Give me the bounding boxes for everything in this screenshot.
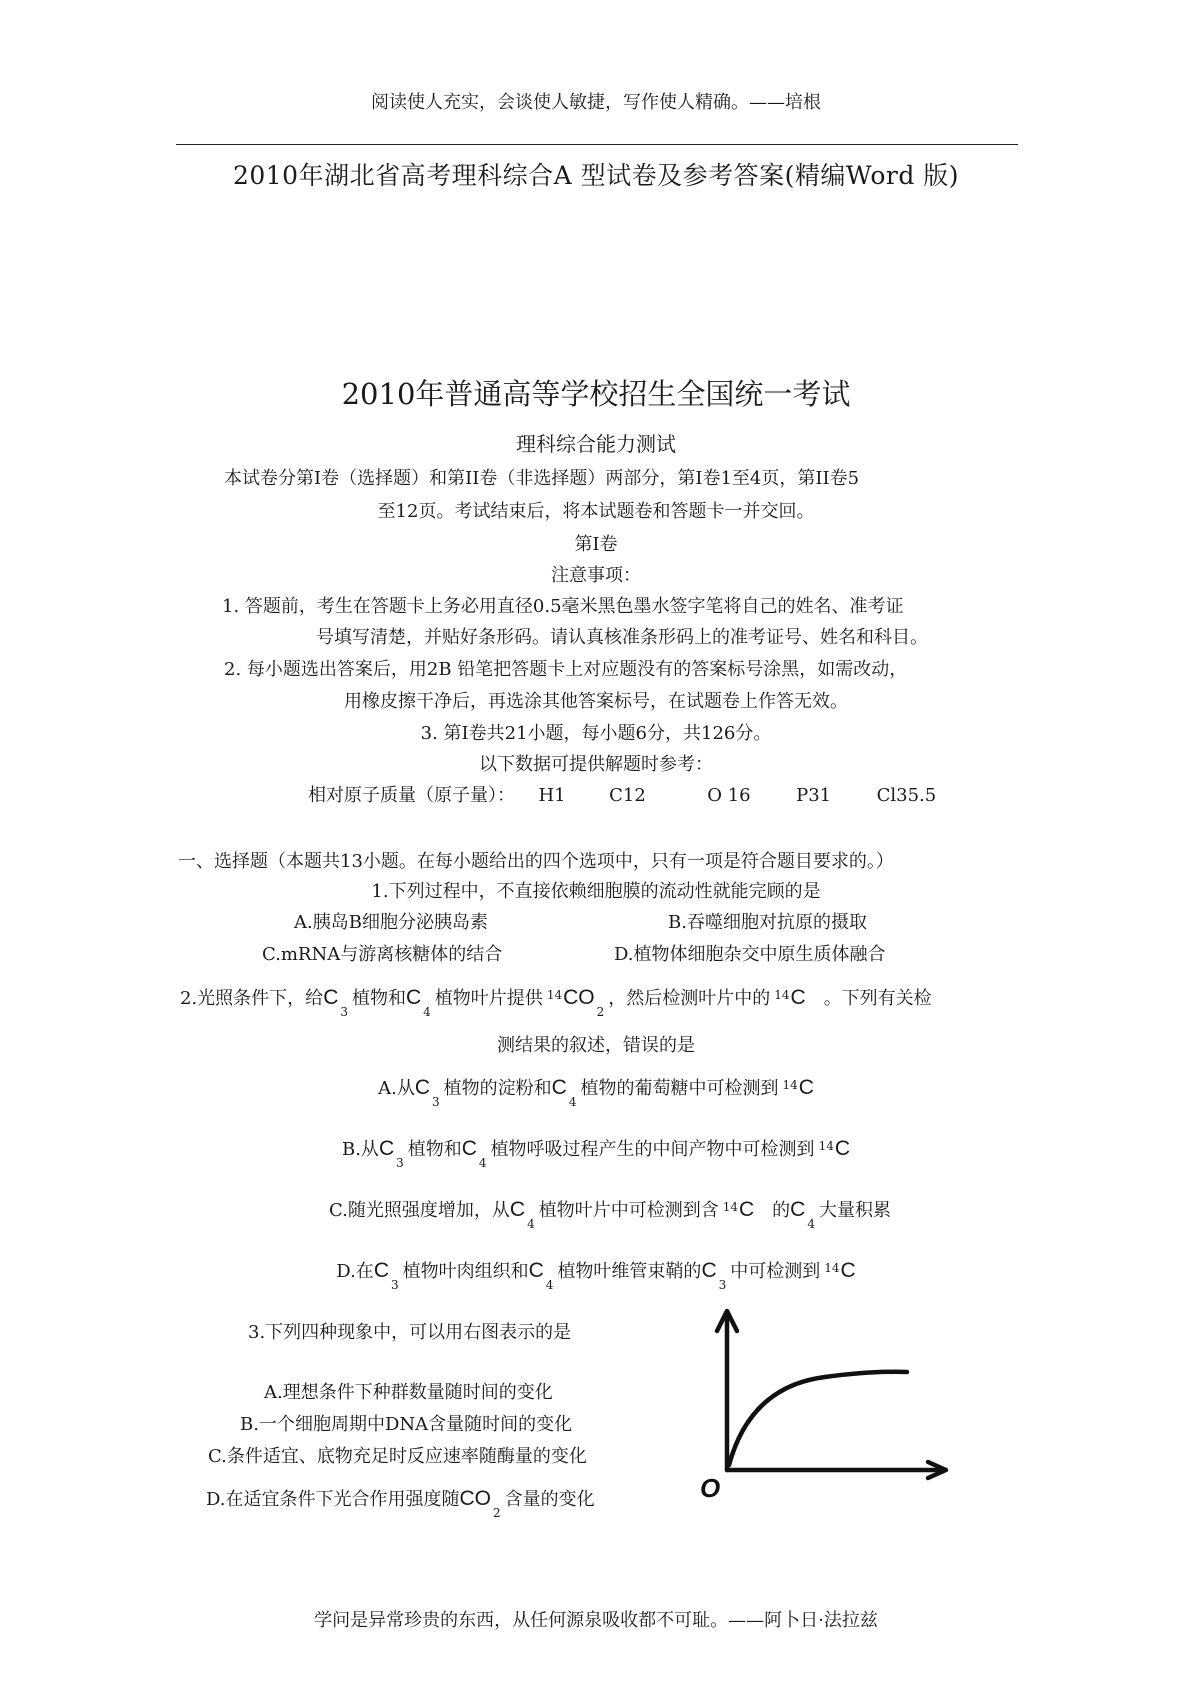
q3-option-a: A.理想条件下种群数量随时间的变化	[264, 1382, 553, 1403]
q2-option-b	[341, 1135, 851, 1170]
curve	[729, 1372, 907, 1465]
q1-option-b: B.吞噬细胞对抗原的摄取	[668, 912, 867, 933]
q2-text: 植物叶维管束鞘的	[557, 1261, 702, 1282]
chem-c: C	[528, 1259, 544, 1282]
q3-option-d	[206, 1485, 595, 1520]
header-quote: 阅读使人充实，会谈使人敏捷，写作使人精确。——培根	[371, 92, 821, 113]
chem-c: C	[790, 1198, 806, 1221]
superscript-14: 14	[824, 1261, 840, 1275]
q2-text: 的	[772, 1200, 791, 1221]
q2-text: 植物的葡萄糖中可检测到	[580, 1078, 779, 1099]
note-3: 3. 第I卷共21小题，每小题6分，共126分。	[420, 723, 772, 744]
chem-c: C	[790, 986, 806, 1009]
atomic-mass-label: 相对原子质量（原子量）：	[308, 785, 515, 806]
atomic-mass-c: C12	[609, 785, 646, 806]
q2-stem-line-1	[180, 984, 932, 1019]
superscript-14: 14	[774, 988, 790, 1002]
atomic-mass-cl: Cl35.5	[876, 785, 937, 806]
q1-option-a: A.胰岛B细胞分泌胰岛素	[294, 912, 488, 933]
chem-c: C	[701, 1259, 717, 1282]
subscript-3: 3	[432, 1095, 440, 1109]
q2-stem-line-2: 测结果的叙述，错误的是	[497, 1035, 695, 1056]
intro-line-2: 至12页。考试结束后，将本试题卷和答题卡一并交回。	[377, 501, 815, 522]
q2-text: B.从	[341, 1139, 379, 1160]
chem-c: C	[840, 1259, 856, 1282]
note-1-line-1: 1. 答题前，考生在答题卡上务必用直径0.5毫米黑色墨水签字笔将自己的姓名、准考证	[222, 596, 904, 617]
q2-option-d	[336, 1257, 856, 1292]
q2-text: ，然后检测叶片中的	[608, 988, 771, 1009]
chem-co: CO	[563, 986, 595, 1009]
subscript-2: 2	[493, 1506, 501, 1520]
chem-co: CO	[459, 1487, 492, 1510]
atomic-mass-line	[308, 781, 936, 807]
reference-title: 以下数据可提供解题时参考：	[479, 754, 713, 775]
chem-c: C	[509, 1198, 526, 1221]
q2-text: 植物和	[407, 1139, 462, 1160]
footer-quote: 学问是异常珍贵的东西，从任何源泉吸收都不可耻。——阿卜日·法拉兹	[314, 1610, 878, 1631]
q2-text: 植物的淀粉和	[443, 1078, 552, 1099]
atomic-mass-p: P31	[796, 785, 832, 806]
chem-c: C	[406, 986, 422, 1009]
superscript-14: 14	[546, 988, 563, 1002]
subscript-4: 4	[423, 1005, 431, 1019]
chem-c: C	[551, 1076, 567, 1099]
note-1-line-2: 号填写清楚，并贴好条形码。请认真核准条形码上的准考证号、姓名和科目。	[316, 627, 928, 648]
q1-option-c: C.mRNA与游离核糖体的结合	[262, 944, 503, 965]
q3-text: 含量的变化	[504, 1489, 595, 1510]
atomic-mass-o: O 16	[707, 785, 751, 806]
section-label: 第I卷	[574, 534, 618, 555]
q2-text: 植物叶片提供	[434, 988, 543, 1009]
chem-c: C	[323, 986, 339, 1009]
subscript-4: 4	[568, 1095, 577, 1109]
chem-c: C	[378, 1137, 395, 1160]
q2-option-c	[329, 1196, 891, 1231]
note-2-line-2: 用橡皮擦干净后，再选涂其他答案标号，在试题卷上作答无效。	[344, 691, 848, 712]
document-title: 2010年湖北省高考理科综合A 型试卷及参考答案(精编Word 版)	[232, 161, 960, 190]
exam-title: 2010年普通高等学校招生全国统一考试	[341, 377, 851, 411]
subscript-3: 3	[396, 1156, 404, 1170]
q2-text: A.从	[378, 1078, 415, 1099]
subscript-2: 2	[596, 1005, 605, 1019]
superscript-14: 14	[722, 1200, 738, 1214]
subscript-3: 3	[340, 1005, 348, 1019]
superscript-14: 14	[782, 1078, 798, 1092]
q2-text: 2.光照条件下，给	[180, 988, 324, 1009]
q2-text: D.在	[336, 1261, 374, 1282]
intro-line-1: 本试卷分第I卷（选择题）和第II卷（非选择题）两部分，第I卷1至4页，第II卷5	[224, 468, 860, 489]
chem-c: C	[414, 1076, 430, 1099]
q2-text: 植物叶片中可检测到含	[538, 1200, 719, 1221]
q1-stem: 1.下列过程中，不直接依赖细胞膜的流动性就能完顾的是	[371, 881, 821, 902]
subscript-3: 3	[718, 1278, 727, 1292]
note-2-line-1: 2. 每小题选出答案后，用2B 铅笔把答题卡上对应题没有的答案标号涂黑，如需改动，	[224, 659, 908, 680]
q1-option-d: D.植物体细胞杂交中原生质体融合	[614, 944, 886, 965]
chem-c: C	[461, 1137, 477, 1160]
chem-c: C	[798, 1076, 814, 1099]
q2-option-a	[378, 1074, 814, 1109]
q3-text: D.在适宜条件下光合作用强度随	[206, 1489, 460, 1510]
chem-c: C	[834, 1137, 851, 1160]
subscript-4: 4	[527, 1217, 535, 1231]
q2-text: 中可检测到	[730, 1261, 821, 1282]
chem-c: C	[373, 1259, 389, 1282]
subscript-4: 4	[478, 1156, 487, 1170]
subscript-4: 4	[807, 1217, 815, 1231]
q3-option-b: B.一个细胞周期中DNA含量随时间的变化	[240, 1414, 573, 1435]
subscript-4: 4	[545, 1278, 554, 1292]
atomic-mass-h: H1	[538, 785, 566, 806]
origin-label: O	[700, 1473, 721, 1503]
section-heading: 一、选择题（本题共13小题。在每小题给出的四个选项中，只有一项是符合题目要求的。）	[178, 851, 894, 872]
q2-text: 植物呼吸过程产生的中间产物中可检测到	[490, 1139, 815, 1160]
chem-c: C	[738, 1198, 755, 1221]
q2-text: 。下列有关检	[823, 988, 932, 1009]
exam-subtitle: 理科综合能力测试	[516, 432, 676, 456]
q2-text: 植物叶肉组织和	[402, 1261, 529, 1282]
header-divider	[176, 144, 1018, 145]
q2-text: 大量积累	[818, 1200, 891, 1221]
q3-option-c: C.条件适宜、底物充足时反应速率随酶量的变化	[208, 1446, 587, 1467]
q3-graph	[680, 1305, 960, 1505]
subscript-3: 3	[390, 1278, 399, 1292]
q2-text: 植物和	[352, 988, 406, 1009]
q2-text: C.随光照强度增加，从	[329, 1200, 510, 1221]
superscript-14: 14	[818, 1139, 834, 1153]
q3-stem: 3.下列四种现象中，可以用右图表示的是	[248, 1322, 572, 1343]
notes-title: 注意事项：	[551, 565, 641, 586]
